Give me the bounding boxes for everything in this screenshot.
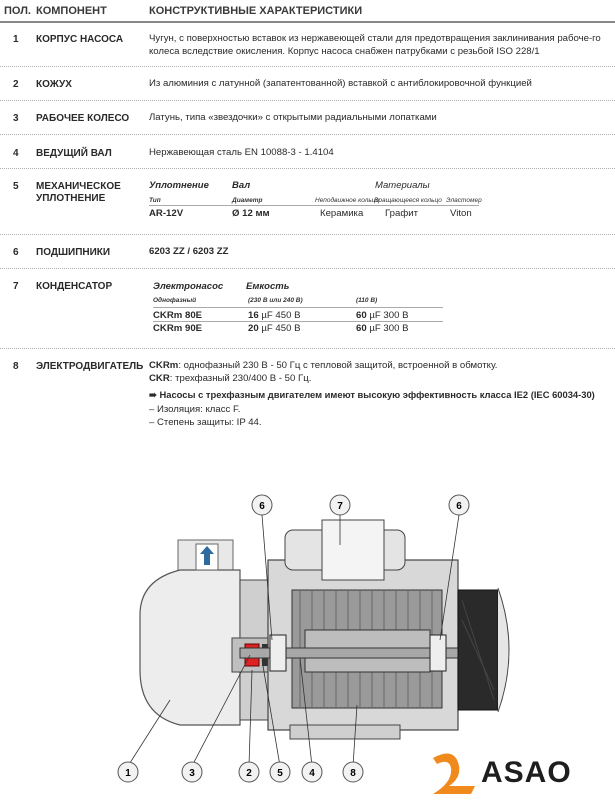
row-component: ПОДШИПНИКИ <box>36 247 111 258</box>
row-num: 2 <box>13 79 19 90</box>
svg-text:6: 6 <box>456 501 462 512</box>
seal-sub-type: Тип <box>149 197 161 204</box>
cap-value-110: 60 µF 300 В <box>356 323 409 334</box>
cap-capacity-header: Емкость <box>246 281 290 292</box>
motor-line-single: CKRm: однофазный 230 В - 50 Гц с тепловой защитой, встроенной в обмотку. <box>149 360 498 371</box>
seal-sub-fixed: Неподвижное кольцо <box>315 197 380 204</box>
motor-protection: – Степень защиты: IP 44. <box>149 417 262 428</box>
header-component: КОМПОНЕНТ <box>36 5 107 17</box>
cap-value-230: 16 µF 450 В <box>248 310 301 321</box>
logo-mark-icon <box>425 748 485 798</box>
callout-7 <box>330 495 350 515</box>
row-num: 5 <box>13 181 19 192</box>
motor-insulation: – Изоляция: класс F. <box>149 404 241 415</box>
seal-fixed-ring: Керамика <box>320 208 364 219</box>
seal-header: Уплотнение <box>149 180 209 191</box>
cap-pump-header: Электронасос <box>153 281 224 292</box>
header-divider <box>0 21 615 23</box>
svg-text:5: 5 <box>277 768 283 779</box>
seal-type: AR-12V <box>149 208 184 219</box>
table-header <box>0 0 615 22</box>
cap-value-230: 20 µF 450 В <box>248 323 301 334</box>
callout-4 <box>302 762 322 782</box>
cap-model: CKRm 80E <box>153 310 203 321</box>
row-component: ВЕДУЩИЙ ВАЛ <box>36 148 112 159</box>
callout-5 <box>270 762 290 782</box>
row-divider <box>0 66 615 67</box>
header-characteristics: КОНСТРУКТИВНЫЕ ХАРАКТЕРИСТИКИ <box>149 5 363 17</box>
cap-sub-v1: (230 В или 240 В) <box>248 297 303 304</box>
row-description: Латунь, типа «звездочки» с открытыми радиальными лопатками <box>149 112 437 123</box>
callout-2 <box>239 762 259 782</box>
row-component: ЭЛЕКТРОДВИГАТЕЛЬ <box>36 361 144 372</box>
row-component: КОНДЕНСАТОР <box>36 281 113 292</box>
shaft-header: Вал <box>232 180 251 191</box>
row-divider <box>0 348 615 349</box>
row-component: РАБОЧЕЕ КОЛЕСО <box>36 113 130 124</box>
seal-subline <box>149 205 479 206</box>
asao-logo <box>425 748 610 798</box>
seal-diameter: Ø 12 мм <box>232 208 270 219</box>
row-divider <box>0 100 615 101</box>
svg-text:7: 7 <box>337 501 343 512</box>
logo-text: ASAO <box>481 756 572 789</box>
cap-model: CKRm 90E <box>153 323 203 334</box>
row-divider <box>0 234 615 235</box>
row-divider <box>0 168 615 169</box>
svg-text:1: 1 <box>125 768 131 779</box>
header-pos: ПОЛ. <box>4 5 31 17</box>
row-num: 1 <box>13 34 19 45</box>
cap-subline <box>153 307 443 308</box>
row-num: 8 <box>13 361 19 372</box>
row-description: Нержавеющая сталь EN 10088-3 - 1.4104 <box>149 147 334 158</box>
row-component: МЕХАНИЧЕСКОЕ УПЛОТНЕНИЕ <box>36 181 121 204</box>
callout-3 <box>182 762 202 782</box>
svg-text:6: 6 <box>259 501 265 512</box>
row-description: 6203 ZZ / 6203 ZZ <box>149 246 229 257</box>
row-description: Чугун, с поверхностью вставок из нержавеющей стали для предотвращения заклинивания рабоче-го колеса вследствие окисления. Корпус насоса снабжен патрубками с резьбой ISO 228/1 <box>149 33 601 57</box>
cap-rowline <box>153 321 443 322</box>
row-description: Из алюминия с латунной (запатентованной) вставкой с антиблокировочной функцией <box>149 78 532 89</box>
row-num: 6 <box>13 247 19 258</box>
svg-text:3: 3 <box>189 768 195 779</box>
seal-rotating-ring: Графит <box>385 208 418 219</box>
row-num: 3 <box>13 113 19 124</box>
svg-text:4: 4 <box>309 768 315 779</box>
motor-line-three: CKR: трехфазный 230/400 В - 50 Гц. <box>149 373 312 384</box>
row-component: КОРПУС НАСОСА <box>36 34 124 45</box>
callout-8 <box>343 762 363 782</box>
row-num: 7 <box>13 281 19 292</box>
seal-sub-elastomer: Эластомер <box>446 197 482 204</box>
row-divider <box>0 134 615 135</box>
callout-6-top <box>252 495 272 515</box>
seal-sub-diam: Диаметр <box>232 197 263 204</box>
materials-header: Материалы <box>375 180 430 191</box>
row-component: КОЖУХ <box>36 79 72 90</box>
svg-text:8: 8 <box>350 768 356 779</box>
row-num: 4 <box>13 148 19 159</box>
cap-sub-single: Однофазный <box>153 297 197 304</box>
callout-1 <box>118 762 138 782</box>
callout-6-right <box>449 495 469 515</box>
seal-elastomer: Viton <box>450 208 472 219</box>
cap-value-110: 60 µF 300 В <box>356 310 409 321</box>
cap-sub-v2: (110 В) <box>356 297 378 304</box>
row-divider <box>0 268 615 269</box>
motor-efficiency-note: ➠ Насосы с трехфазным двигателем имеют высокую эффективность класса IE2 (IEC 60034-30) <box>149 389 595 400</box>
svg-text:2: 2 <box>246 768 252 779</box>
seal-sub-rotating: Вращающееся кольцо <box>374 197 442 204</box>
